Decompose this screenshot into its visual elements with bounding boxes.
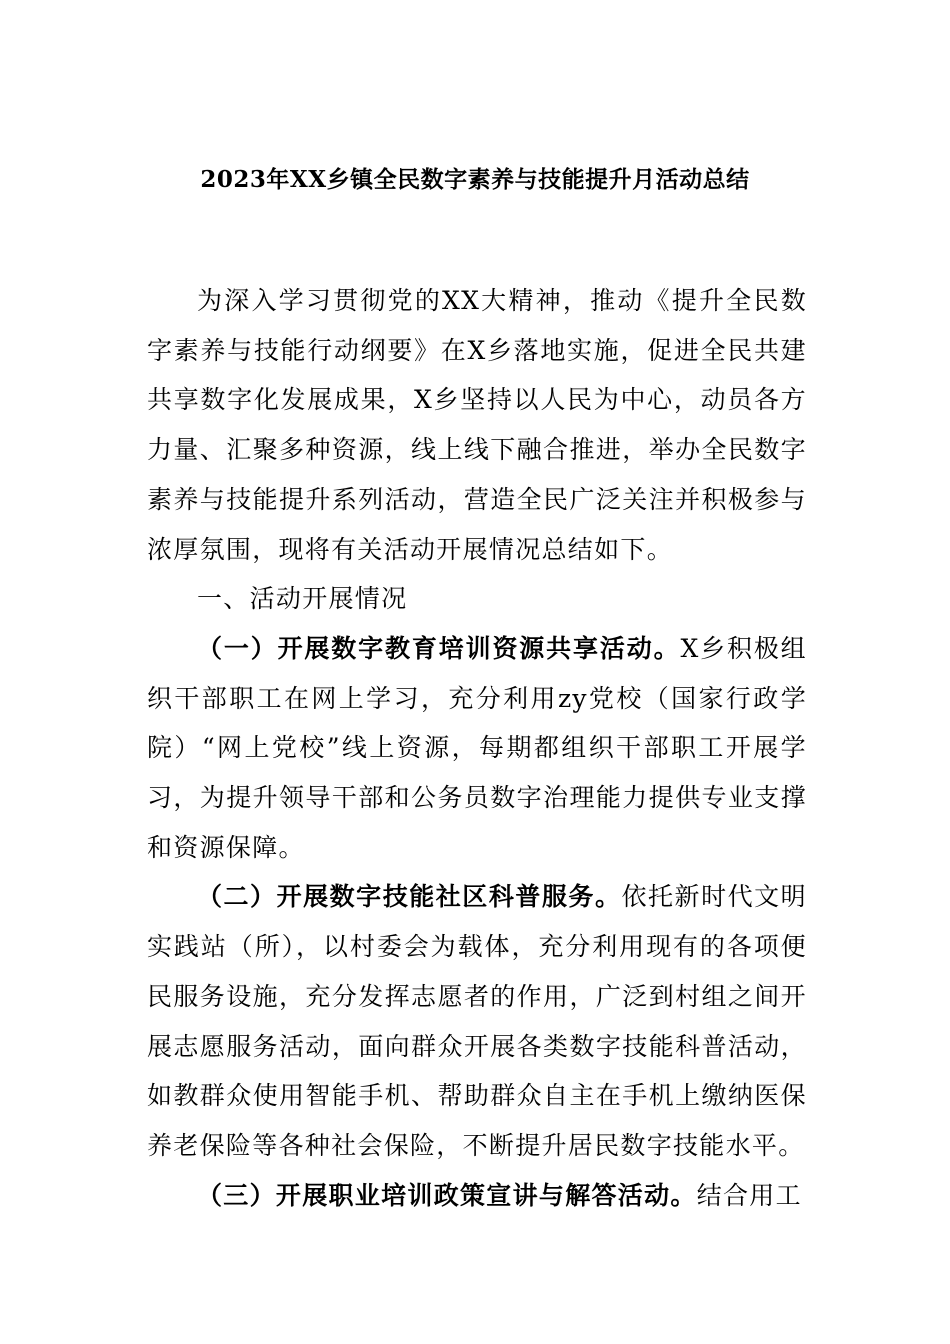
document-title: 2023年XX乡镇全民数字素养与技能提升月活动总结 bbox=[200, 166, 750, 193]
document-body bbox=[147, 276, 807, 1220]
item-paragraph-1 bbox=[147, 624, 807, 873]
item-text-1: X乡积极组织干部职工在网上学习，充分利用zy党校（国家行政学院）“网上党校”线上资源，每期都组织干部职工开展学习，为提升领导干部和公务员数字治理能力提供专业支撑和资源保障。 bbox=[147, 633, 807, 862]
item-lead-2: （二）开展数字技能社区科普服务。 bbox=[197, 882, 622, 912]
item-text-3: 结合用工 bbox=[696, 1180, 802, 1210]
item-text-2: 依托新时代文明实践站（所），以村委会为载体，充分利用现有的各项便民服务设施，充分发挥志愿者的作用，广泛到村组之间开展志愿服务活动，面向群众开展各类数字技能科普活动，如教群众使用智能手机、帮助群众自主在手机上缴纳医保养老保险等各种社会保险，不断提升居民数字技能水平。 bbox=[147, 882, 807, 1160]
item-paragraph-3 bbox=[147, 1171, 807, 1221]
item-lead-1: （一）开展数字教育培训资源共享活动。 bbox=[197, 633, 681, 663]
item-lead-3: （三）开展职业培训政策宣讲与解答活动。 bbox=[197, 1180, 697, 1210]
item-paragraph-2 bbox=[147, 872, 807, 1170]
section-heading: 一、活动开展情况 bbox=[197, 584, 408, 614]
intro-paragraph: 为深入学习贯彻党的XX大精神，推动《提升全民数字素养与技能行动纲要》在X乡落地实施，促进全民共建共享数字化发展成果，X乡坚持以人民为中心，动员各方力量、汇聚多种资源，线上线下融合推进，举办全民数字素养与技能提升系列活动，营造全民广泛关注并积极参与浓厚氛围，现将有关活动开展情况总结如下。 bbox=[147, 286, 807, 564]
